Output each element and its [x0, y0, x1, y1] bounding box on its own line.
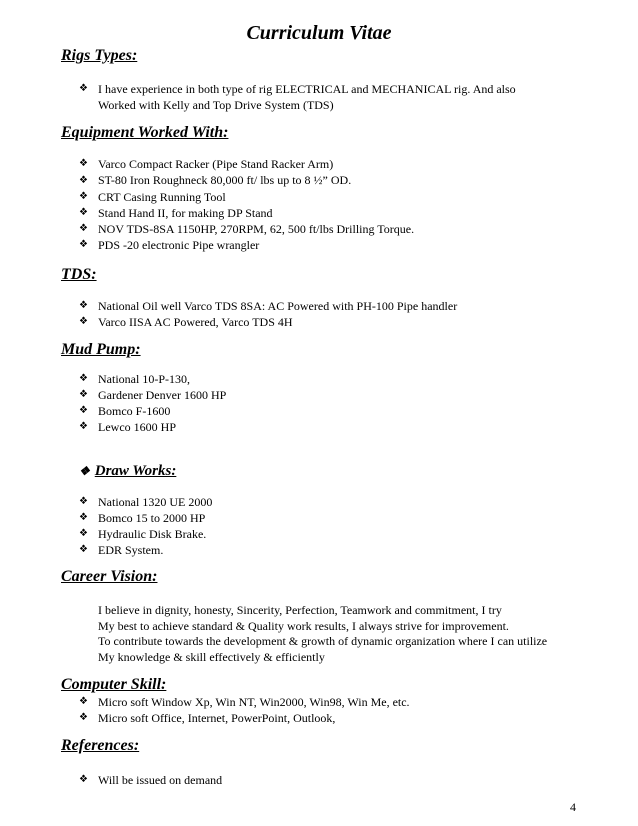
diamond-bullet-icon: ❖ — [79, 223, 88, 234]
list-item: ❖ National 1320 UE 2000 — [79, 495, 213, 509]
equipment-heading: Equipment Worked With: — [61, 124, 229, 141]
diamond-bullet-icon: ❖ — [79, 83, 88, 94]
list-item: ❖ NOV TDS-8SA 1150HP, 270RPM, 62, 500 ft/lbs Drilling Torque. — [79, 222, 415, 236]
draw-works-heading: ❖ Draw Works: — [79, 463, 177, 479]
diamond-bullet-icon: ❖ — [79, 528, 88, 539]
references-list — [79, 772, 222, 788]
diamond-bullet-icon: ❖ — [79, 389, 88, 400]
list-item: ❖ Will be issued on demand — [79, 773, 223, 787]
list-item: ❖ Varco IISA AC Powered, Varco TDS 4H — [79, 315, 293, 329]
diamond-bullet-icon: ❖ — [79, 421, 88, 432]
mud-pump-heading: Mud Pump: — [61, 341, 141, 358]
list-item: ❖ Gardener Denver 1600 HP — [79, 388, 227, 402]
diamond-bullet-icon: ❖ — [79, 207, 88, 218]
equipment-list — [79, 156, 414, 253]
diamond-bullet-icon: ❖ — [79, 696, 88, 707]
diamond-bullet-icon: ❖ — [79, 712, 88, 723]
list-item: ❖ National Oil well Varco TDS 8SA: AC Powered with PH-100 Pipe handler — [79, 299, 458, 313]
list-item: ❖ Stand Hand II, for making DP Stand — [79, 206, 273, 220]
list-item: ❖ Lewco 1600 HP — [79, 420, 176, 434]
list-item: ❖ Micro soft Office, Internet, PowerPoint, Outlook, — [79, 711, 336, 725]
career-vision-heading: Career Vision: — [61, 568, 158, 585]
diamond-bullet-icon: ❖ — [79, 464, 90, 478]
list-item: ❖ Hydraulic Disk Brake. — [79, 527, 207, 541]
computer-skill-heading: Computer Skill: — [61, 676, 167, 693]
list-item: ❖ Bomco 15 to 2000 HP — [79, 511, 206, 525]
list-item: ❖ National 10-P-130, — [79, 372, 190, 386]
diamond-bullet-icon: ❖ — [79, 175, 88, 186]
diamond-bullet-icon: ❖ — [79, 300, 88, 311]
diamond-bullet-icon: ❖ — [79, 191, 88, 202]
diamond-bullet-icon: ❖ — [79, 496, 88, 507]
career-vision-text: I believe in dignity, honesty, Sincerity, Perfection, Teamwork and commitment, I try My best to achieve standard & Quality work results, I always strive for improvement. To contribute towards the development & growth of dynamic organization where I can utilize My knowledge & skill effectively & efficiently — [98, 603, 548, 664]
tds-heading: TDS: — [61, 266, 97, 283]
tds-list — [79, 298, 457, 330]
list-item: ❖ ST-80 Iron Roughneck 80,000 ft/ lbs up to 8 ½” OD. — [79, 173, 352, 187]
list-item: ❖ CRT Casing Running Tool — [79, 190, 226, 204]
list-item: ❖ EDR System. — [79, 543, 164, 557]
rigs-types-heading: Rigs Types: — [61, 47, 138, 64]
diamond-bullet-icon: ❖ — [79, 405, 88, 416]
diamond-bullet-icon: ❖ — [79, 373, 88, 384]
diamond-bullet-icon: ❖ — [79, 158, 88, 169]
page-number: 4 — [570, 800, 576, 814]
list-item: ❖ Varco Compact Racker (Pipe Stand Racker Arm) — [79, 157, 334, 171]
rigs-types-list — [79, 81, 516, 113]
diamond-bullet-icon: ❖ — [79, 316, 88, 327]
list-item: ❖ Micro soft Window Xp, Win NT, Win2000, Win98, Win Me, etc. — [79, 695, 410, 709]
list-item: ❖ Bomco F-1600 — [79, 404, 171, 418]
diamond-bullet-icon: ❖ — [79, 239, 88, 250]
mud-pump-list — [79, 371, 226, 435]
diamond-bullet-icon: ❖ — [79, 544, 88, 555]
references-heading: References: — [61, 737, 140, 754]
list-item: ❖ PDS -20 electronic Pipe wrangler — [79, 238, 260, 252]
computer-skill-list — [79, 694, 410, 726]
list-item: ❖ I have experience in both type of rig ELECTRICAL and MECHANICAL rig. And also — [79, 82, 516, 96]
draw-works-list — [79, 494, 212, 558]
page-title: Curriculum Vitae — [246, 22, 392, 44]
diamond-bullet-icon: ❖ — [79, 774, 88, 785]
diamond-bullet-icon: ❖ — [79, 512, 88, 523]
list-item-continuation: Worked with Kelly and Top Drive System (TDS) — [98, 98, 334, 112]
